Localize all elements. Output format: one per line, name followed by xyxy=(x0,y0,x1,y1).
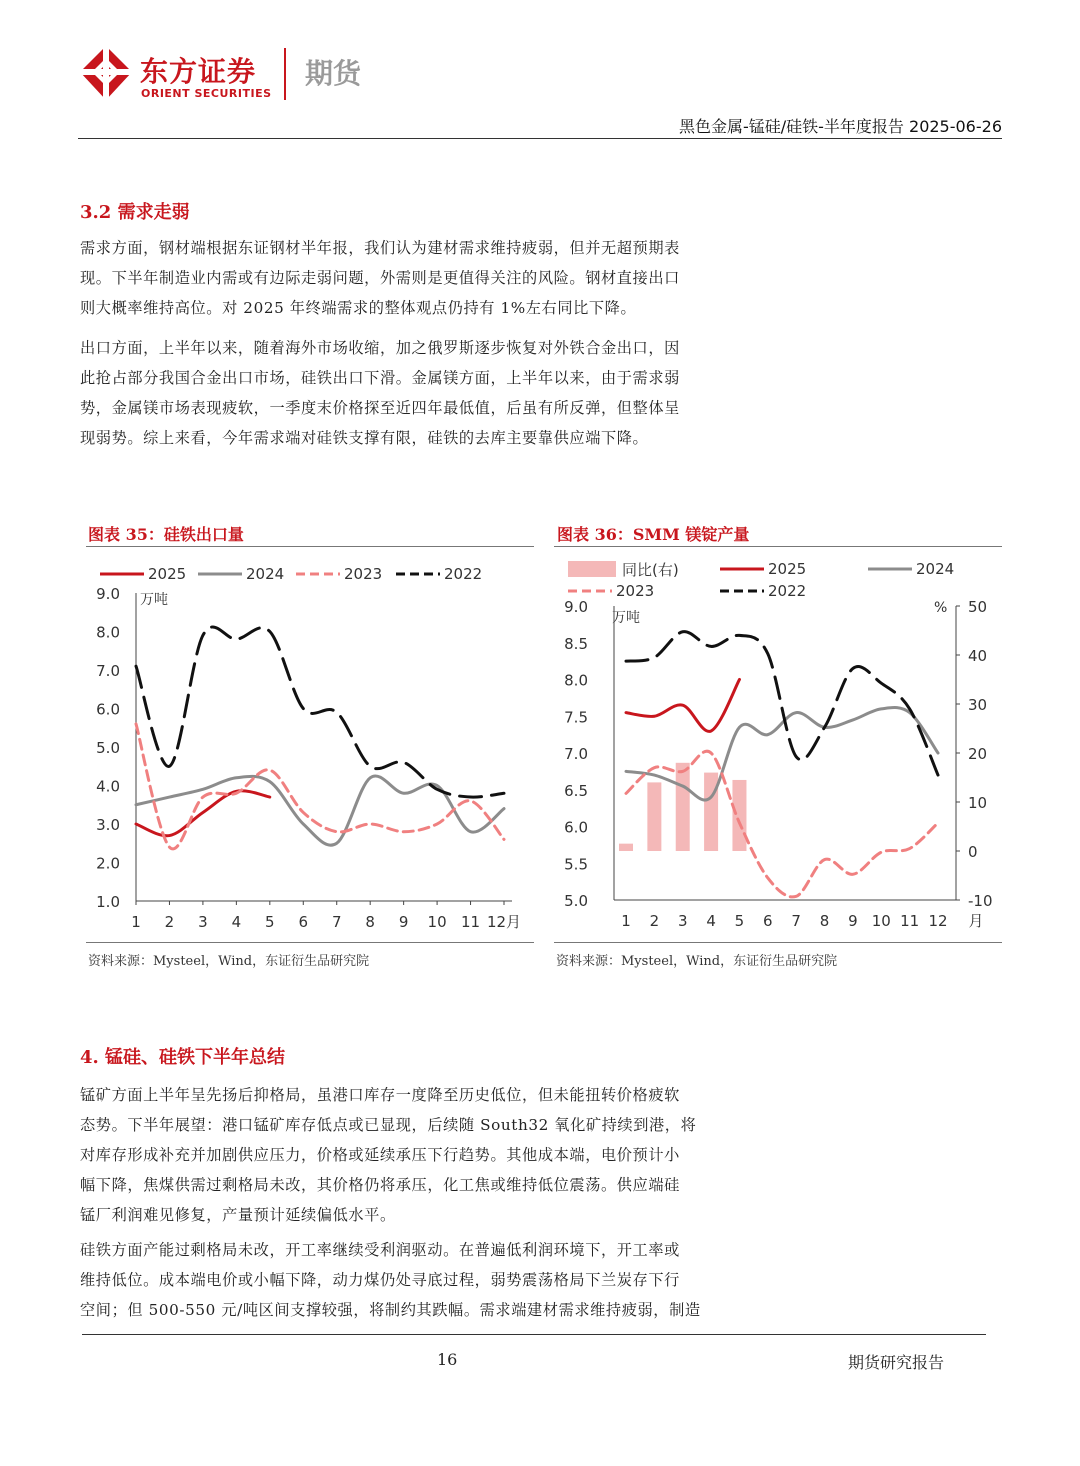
logo-divider xyxy=(284,48,286,100)
legend-swatch xyxy=(568,561,616,577)
y-right-tick-label: 40 xyxy=(968,647,988,665)
text-line: 幅下降，焦煤供需过剩格局未改，其价格仍将承压，化工焦或维持低位震荡。供应端硅 xyxy=(80,1176,680,1194)
series-line-2022 xyxy=(626,632,938,775)
text-line: 则大概率维持高位。对 2025 年终端需求的整体观点仍持有 1%左右同比下降。 xyxy=(80,299,637,317)
text-line: 态势。下半年展望：港口锰矿库存低点或已显现，后续随 South32 氧化矿持续到港，将 xyxy=(80,1116,697,1134)
y-tick-label: 3.0 xyxy=(96,816,120,834)
header xyxy=(0,0,1080,140)
paragraph xyxy=(80,333,800,453)
figure-title: 图表 35：硅铁出口量 xyxy=(88,525,244,544)
text-line: 出口方面，上半年以来，随着海外市场收缩，加之俄罗斯逐步恢复对外铁合金出口，因 xyxy=(80,339,680,357)
report-title: 黑色金属-锰硅/硅铁-半年度报告 2025-06-26 xyxy=(678,117,1002,136)
y-right-tick-label: -10 xyxy=(968,892,993,910)
x-tick-label: 7 xyxy=(791,912,801,930)
legend-label-2023: 2023 xyxy=(616,582,655,600)
text-line: 锰厂利润难见修复，产量预计延续偏低水平。 xyxy=(80,1206,396,1224)
y-tick-label: 8.0 xyxy=(96,623,120,642)
orient-securities-logo-icon xyxy=(78,44,134,102)
x-tick-label: 2 xyxy=(164,913,175,931)
x-tick-label: 9 xyxy=(398,913,409,931)
text-line: 势，金属镁市场表现疲软，一季度末价格探至近四年最低值，后虽有所反弹，但整体呈 xyxy=(80,399,680,417)
y-tick-label: 7.0 xyxy=(96,662,120,680)
legend-label-2024: 2024 xyxy=(916,560,955,578)
legend-label-2022: 2022 xyxy=(768,582,807,600)
x-tick-label: 10 xyxy=(871,912,891,930)
x-tick-label: 3 xyxy=(198,913,208,931)
y-tick-label: 6.0 xyxy=(564,818,588,837)
x-tick-label: 4 xyxy=(231,913,242,931)
x-tick-label: 6 xyxy=(763,912,773,930)
y-axis-unit: 万吨 xyxy=(612,610,640,626)
figure-rule xyxy=(554,546,1002,547)
text-line: 维持低位。成本端电价或小幅下降，动力煤仍处寻底过程，弱势震荡格局下兰炭存下行 xyxy=(80,1271,680,1289)
y-tick-label: 9.0 xyxy=(96,585,120,603)
y-tick-label: 2.0 xyxy=(96,854,120,873)
x-tick-label: 5 xyxy=(734,912,745,930)
x-tick-label: 10 xyxy=(427,913,447,931)
y-tick-label: 9.0 xyxy=(564,598,588,616)
text-line: 现。下半年制造业内需或有边际走弱问题，外需则是更值得关注的风险。钢材直接出口 xyxy=(80,269,680,287)
x-axis-unit: 月 xyxy=(968,912,984,930)
bar-yoy xyxy=(676,763,690,851)
y-tick-label: 5.0 xyxy=(564,892,588,910)
figure-source: 资料来源：Mysteel，Wind，东证衍生品研究院 xyxy=(88,954,370,969)
x-tick-label: 4 xyxy=(706,912,716,930)
x-tick-label: 3 xyxy=(677,912,688,930)
series-line-2023 xyxy=(626,751,938,897)
y-tick-label: 7.0 xyxy=(564,745,588,763)
legend-label-2025: 2025 xyxy=(768,560,807,578)
series-line-2024 xyxy=(626,708,938,801)
y-tick-label: 4.0 xyxy=(96,777,120,796)
footer-label: 期货研究报告 xyxy=(848,1353,945,1372)
y-tick-label: 6.0 xyxy=(96,700,120,719)
y-tick-label: 8.5 xyxy=(564,634,588,653)
logo-cn-text: 东方证券 xyxy=(140,55,257,88)
x-tick-label: 6 xyxy=(298,913,309,931)
x-tick-label: 2 xyxy=(649,912,660,930)
y-right-axis-unit: % xyxy=(934,600,948,616)
y-right-tick-label: 10 xyxy=(968,794,988,812)
bar-yoy xyxy=(704,773,718,851)
text-line: 需求方面，钢材端根据东证钢材半年报，我们认为建材需求维持疲弱，但并无超预期表 xyxy=(80,239,680,257)
paragraph xyxy=(80,233,800,323)
page-number: 16 xyxy=(437,1350,458,1369)
series-line-2022 xyxy=(136,627,504,797)
logo-sub-text: 期货 xyxy=(305,57,362,90)
y-right-tick-label: 30 xyxy=(968,696,988,714)
figure-rule xyxy=(86,546,534,547)
y-axis-unit: 万吨 xyxy=(140,592,168,608)
figure-rule xyxy=(554,942,1002,943)
paragraph xyxy=(80,1235,800,1325)
header-rule xyxy=(78,138,1002,139)
section-title: 3.2 需求走弱 xyxy=(80,202,190,223)
text-line: 硅铁方面产能过剩格局未改，开工率继续受利润驱动。在普遍低利润环境下，开工率或 xyxy=(80,1241,680,1259)
chart-smm-magnesium-output xyxy=(554,548,1002,940)
figure-title: 图表 36：SMM 镁锭产量 xyxy=(557,525,750,544)
x-tick-label: 1 xyxy=(621,912,631,930)
y-tick-label: 7.5 xyxy=(564,708,588,727)
x-tick-label: 8 xyxy=(365,913,375,931)
x-tick-label: 11 xyxy=(460,913,481,931)
x-tick-label: 11 xyxy=(900,912,920,930)
text-line: 现弱势。综上来看，今年需求端对硅铁支撑有限，硅铁的去库主要靠供应端下降。 xyxy=(80,429,649,447)
text-line: 锰矿方面上半年呈先扬后抑格局，虽港口库存一度降至历史低位，但未能扭转价格疲软 xyxy=(80,1086,680,1104)
y-right-tick-label: 50 xyxy=(968,598,988,616)
x-tick-label: 1 xyxy=(131,913,141,931)
x-tick-label: 8 xyxy=(819,912,830,930)
x-tick-label: 7 xyxy=(331,913,342,931)
y-right-tick-label: 0 xyxy=(968,843,978,861)
figure-source: 资料来源：Mysteel，Wind，东证衍生品研究院 xyxy=(556,954,838,969)
section-title: 4. 锰硅、硅铁下半年总结 xyxy=(80,1047,286,1068)
series-line-2023 xyxy=(136,724,504,849)
y-tick-label: 5.0 xyxy=(96,739,120,757)
y-tick-label: 5.5 xyxy=(564,855,588,874)
text-line: 空间；但 500-550 元/吨区间支撑较强，将制约其跌幅。需求端建材需求维持疲弱，制造 xyxy=(80,1301,701,1319)
x-tick-label: 5 xyxy=(265,913,275,931)
y-tick-label: 1.0 xyxy=(96,893,120,911)
legend-label-yoy: 同比(右) xyxy=(622,561,679,579)
series-line-2025 xyxy=(626,680,739,732)
x-tick-label: 9 xyxy=(848,912,858,930)
bar-yoy xyxy=(619,844,633,851)
legend-label-2025: 2025 xyxy=(148,565,187,583)
x-tick-label: 12 xyxy=(928,912,948,930)
y-right-tick-label: 20 xyxy=(968,745,988,763)
text-line: 对库存形成补充并加剧供应压力，价格或延续承压下行趋势。其他成本端，电价预计小 xyxy=(80,1146,680,1164)
legend-label-2024: 2024 xyxy=(246,565,285,583)
figure-rule xyxy=(86,942,534,943)
chart-silicon-iron-export xyxy=(86,548,534,940)
logo-en-text: ORIENT SECURITIES xyxy=(141,87,272,100)
text-line: 此抢占部分我国合金出口市场，硅铁出口下滑。金属镁方面，上半年以来，由于需求弱 xyxy=(80,369,680,387)
bar-yoy xyxy=(732,780,746,851)
legend-label-2022: 2022 xyxy=(444,565,483,583)
y-tick-label: 6.5 xyxy=(564,781,588,800)
paragraph xyxy=(80,1080,800,1230)
x-tick-label: 12月 xyxy=(486,913,522,931)
footer-rule xyxy=(82,1334,986,1335)
bar-yoy xyxy=(647,782,661,851)
series-line-2024 xyxy=(136,776,504,845)
y-tick-label: 8.0 xyxy=(564,671,588,690)
legend-label-2023: 2023 xyxy=(344,565,383,583)
